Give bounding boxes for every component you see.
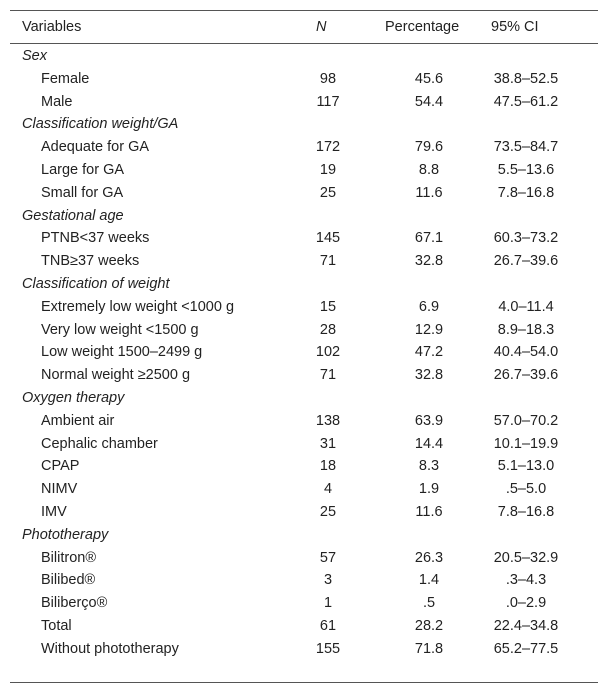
row-ci: .5–5.0 bbox=[505, 481, 547, 498]
row-label: Female bbox=[41, 70, 90, 87]
section-title: Oxygen therapy bbox=[22, 390, 125, 406]
row-n: 31 bbox=[319, 435, 337, 452]
section-row bbox=[10, 113, 598, 135]
row-label: Bilibed® bbox=[41, 572, 96, 589]
row-percentage: .5 bbox=[422, 595, 436, 612]
table-row bbox=[10, 569, 598, 591]
row-label: Without phototherapy bbox=[41, 640, 179, 657]
row-label: TNB≥37 weeks bbox=[41, 253, 140, 270]
table-row bbox=[10, 68, 598, 90]
table-row bbox=[10, 615, 598, 637]
row-label: Male bbox=[41, 93, 73, 110]
row-ci: 73.5–84.7 bbox=[493, 139, 559, 156]
table-row bbox=[10, 159, 598, 181]
row-percentage: 8.3 bbox=[418, 458, 440, 475]
row-label: Ambient air bbox=[41, 412, 115, 429]
row-n: 57 bbox=[319, 549, 337, 566]
row-ci: 26.7–39.6 bbox=[493, 253, 559, 270]
row-n: 3 bbox=[323, 572, 333, 589]
row-ci: 10.1–19.9 bbox=[493, 435, 559, 452]
row-label: Large for GA bbox=[41, 162, 125, 178]
row-percentage: 12.9 bbox=[414, 321, 444, 338]
row-ci: .0–2.9 bbox=[505, 595, 547, 612]
header-rule bbox=[10, 43, 598, 44]
row-label: Total bbox=[41, 618, 72, 634]
row-n: 172 bbox=[315, 139, 341, 156]
table-row bbox=[10, 433, 598, 455]
row-percentage: 6.9 bbox=[418, 298, 440, 315]
row-percentage: 63.9 bbox=[414, 412, 444, 429]
row-label: Very low weight <1500 g bbox=[41, 321, 199, 338]
row-label: Extremely low weight <1000 g bbox=[41, 298, 235, 315]
row-n: 25 bbox=[319, 504, 337, 520]
row-percentage: 54.4 bbox=[414, 93, 444, 110]
row-ci: 60.3–73.2 bbox=[493, 230, 559, 247]
table-row bbox=[10, 227, 598, 249]
row-percentage: 8.8 bbox=[418, 162, 440, 178]
table-row bbox=[10, 592, 598, 614]
row-n: 155 bbox=[315, 640, 341, 657]
row-label: IMV bbox=[41, 504, 67, 520]
row-n: 28 bbox=[319, 321, 337, 338]
row-n: 1 bbox=[323, 595, 333, 612]
row-percentage: 32.8 bbox=[414, 367, 444, 384]
section-title: Sex bbox=[22, 48, 47, 64]
row-percentage: 67.1 bbox=[414, 230, 444, 247]
row-n: 145 bbox=[315, 230, 341, 247]
table-header-row bbox=[10, 16, 598, 38]
section-title: Phototherapy bbox=[22, 526, 109, 543]
row-percentage: 11.6 bbox=[415, 184, 443, 201]
section-title: Classification of weight bbox=[22, 276, 170, 292]
row-n: 117 bbox=[316, 93, 340, 110]
row-percentage: 71.8 bbox=[414, 640, 444, 657]
table-row bbox=[10, 478, 598, 500]
row-n: 61 bbox=[319, 618, 337, 634]
row-label: Normal weight ≥2500 g bbox=[41, 367, 191, 384]
row-ci: 38.8–52.5 bbox=[493, 70, 559, 87]
row-label: Bilitron® bbox=[41, 549, 97, 566]
table-row bbox=[10, 296, 598, 318]
table-row bbox=[10, 547, 598, 569]
row-percentage: 26.3 bbox=[414, 549, 444, 566]
row-label: Low weight 1500–2499 g bbox=[41, 344, 203, 361]
table-row bbox=[10, 91, 598, 113]
row-n: 19 bbox=[319, 162, 337, 178]
table-row bbox=[10, 364, 598, 386]
header-variables: Variables bbox=[22, 19, 82, 35]
row-label: Adequate for GA bbox=[41, 139, 150, 156]
table-row bbox=[10, 319, 598, 341]
row-ci: 7.8–16.8 bbox=[497, 184, 555, 201]
table-row bbox=[10, 501, 598, 523]
row-ci: 57.0–70.2 bbox=[493, 412, 559, 429]
section-row bbox=[10, 273, 598, 295]
header-ci: 95% CI bbox=[491, 19, 539, 35]
section-title: Gestational age bbox=[22, 207, 124, 224]
row-label: Small for GA bbox=[41, 184, 124, 201]
row-ci: 4.0–11.4 bbox=[498, 298, 554, 315]
bottom-rule bbox=[10, 682, 598, 683]
table-row bbox=[10, 410, 598, 432]
table-row bbox=[10, 182, 598, 204]
row-percentage: 79.6 bbox=[414, 139, 444, 156]
table-row bbox=[10, 341, 598, 363]
row-ci: 5.1–13.0 bbox=[497, 458, 555, 475]
table-row bbox=[10, 136, 598, 158]
section-row bbox=[10, 45, 598, 67]
row-n: 25 bbox=[319, 184, 337, 201]
header-n: N bbox=[316, 19, 327, 35]
section-row bbox=[10, 387, 598, 409]
row-percentage: 32.8 bbox=[414, 253, 444, 270]
row-percentage: 1.4 bbox=[418, 572, 440, 589]
row-ci: 26.7–39.6 bbox=[493, 367, 559, 384]
row-label: NIMV bbox=[41, 481, 78, 498]
section-row bbox=[10, 524, 598, 546]
row-label: PTNB<37 weeks bbox=[41, 230, 150, 247]
row-n: 71 bbox=[319, 253, 337, 270]
row-ci: 8.9–18.3 bbox=[497, 321, 555, 338]
section-title: Classification weight/GA bbox=[22, 116, 179, 133]
row-percentage: 45.6 bbox=[414, 70, 444, 87]
row-ci: .3–4.3 bbox=[505, 572, 547, 589]
row-label: Cephalic chamber bbox=[41, 435, 158, 452]
row-n: 18 bbox=[319, 458, 337, 475]
table-row bbox=[10, 638, 598, 660]
row-n: 4 bbox=[323, 481, 333, 498]
row-ci: 7.8–16.8 bbox=[497, 504, 555, 520]
row-percentage: 11.6 bbox=[415, 504, 443, 520]
row-percentage: 1.9 bbox=[418, 481, 440, 498]
section-row bbox=[10, 205, 598, 227]
row-ci: 40.4–54.0 bbox=[493, 344, 559, 361]
row-ci: 65.2–77.5 bbox=[493, 640, 559, 657]
row-percentage: 47.2 bbox=[414, 344, 444, 361]
row-percentage: 28.2 bbox=[414, 618, 444, 634]
row-percentage: 14.4 bbox=[414, 435, 444, 452]
row-n: 98 bbox=[319, 70, 337, 87]
row-ci: 22.4–34.8 bbox=[493, 618, 559, 634]
row-n: 15 bbox=[319, 298, 337, 315]
table-row bbox=[10, 455, 598, 477]
top-rule bbox=[10, 10, 598, 11]
row-ci: 5.5–13.6 bbox=[497, 162, 555, 178]
table-row bbox=[10, 250, 598, 272]
row-label: Biliberço® bbox=[41, 595, 108, 612]
header-percentage: Percentage bbox=[385, 19, 460, 35]
row-label: CPAP bbox=[41, 458, 80, 475]
row-n: 138 bbox=[315, 412, 341, 429]
row-ci: 47.5–61.2 bbox=[493, 93, 559, 110]
row-ci: 20.5–32.9 bbox=[493, 549, 559, 566]
row-n: 102 bbox=[315, 344, 341, 361]
row-n: 71 bbox=[319, 367, 337, 384]
